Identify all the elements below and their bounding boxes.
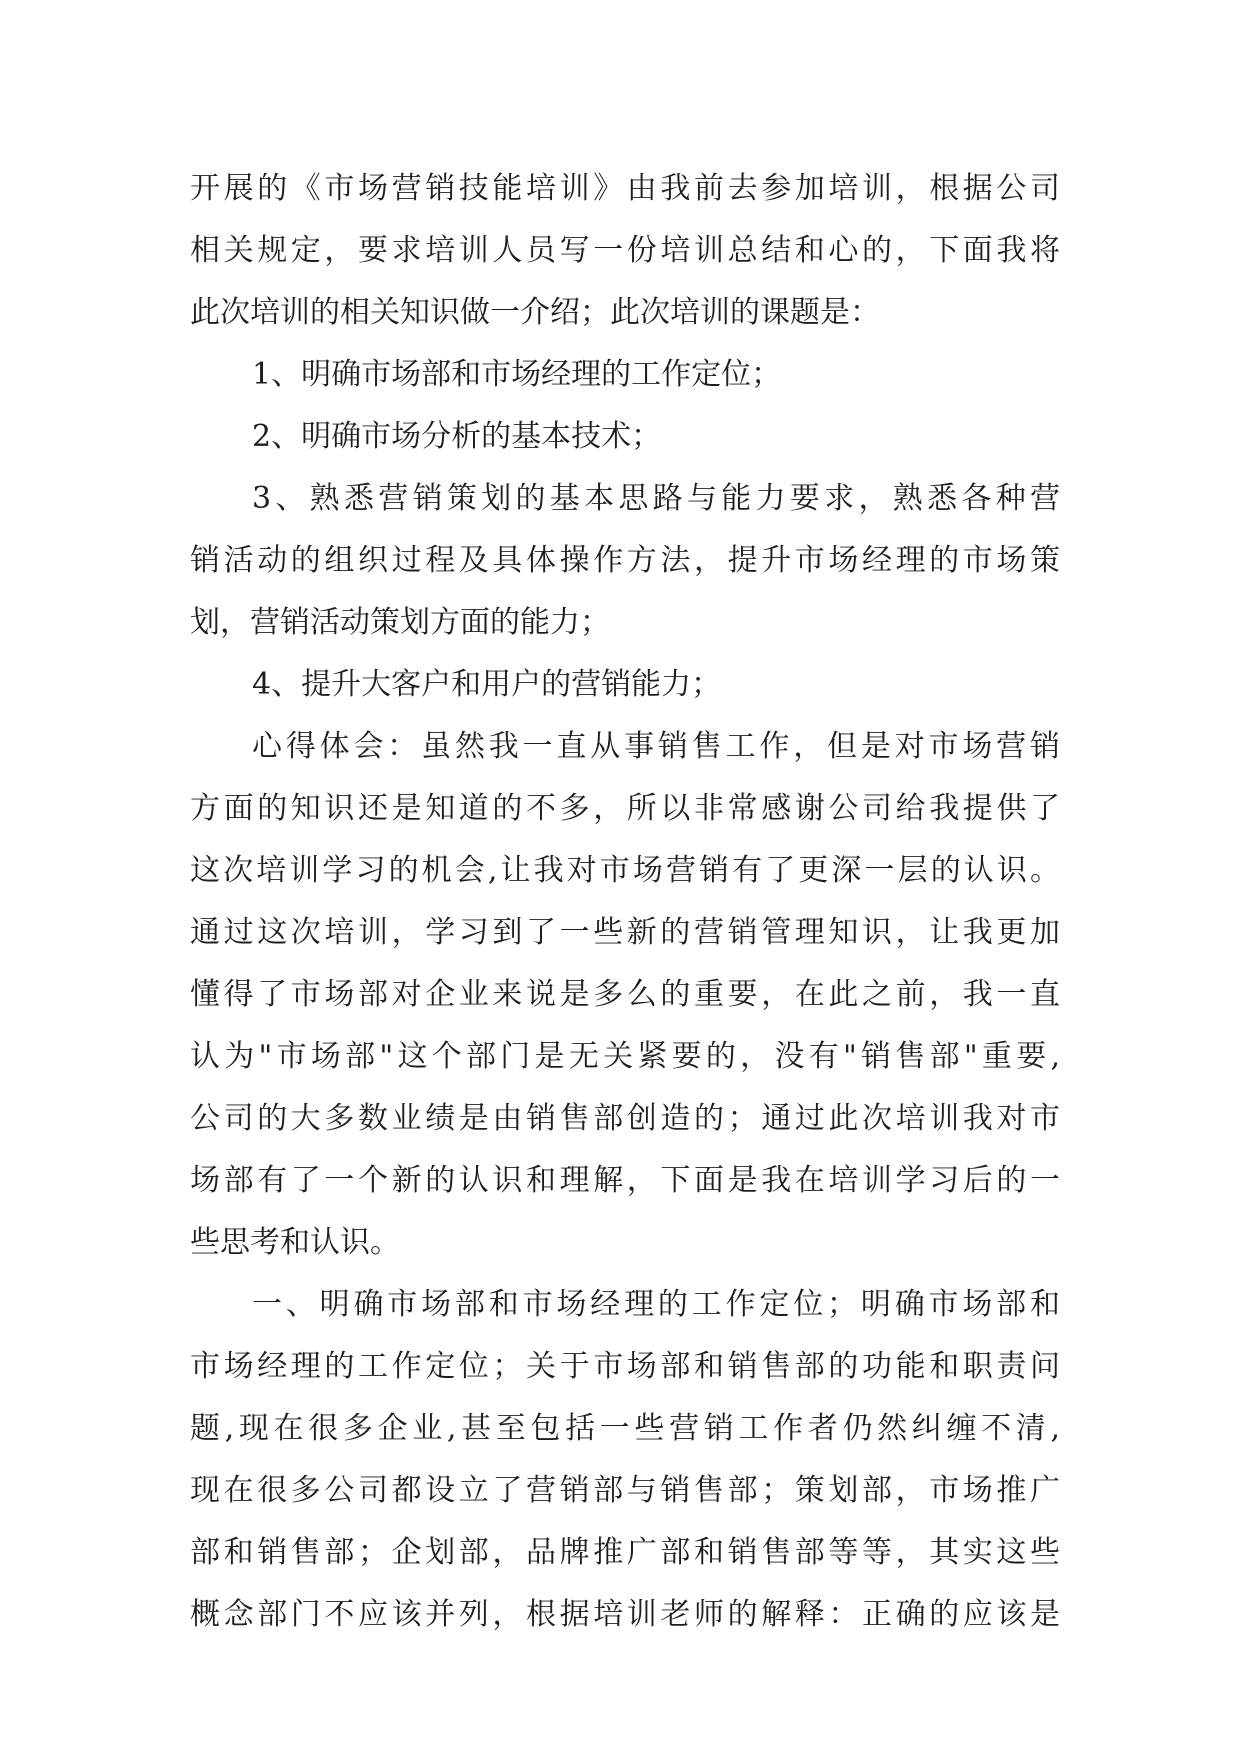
text-line: 相关规定，要求培训人员写一份培训总结和心的，下面我将 xyxy=(190,233,1060,268)
text-line: 场部有了一个新的认识和理解，下面是我在培训学习后的一 xyxy=(190,1163,1060,1198)
text-line: 销活动的组织过程及具体操作方法，提升市场经理的市场策 xyxy=(190,543,1060,578)
text-line: 些思考和认识。 xyxy=(190,1225,400,1260)
text-line: 这次培训学习的机会,让我对市场营销有了更深一层的认识。 xyxy=(190,853,1060,888)
text-line: 部和销售部；企划部，品牌推广部和销售部等等，其实这些 xyxy=(190,1535,1060,1570)
text-line: 题,现在很多企业,甚至包括一些营销工作者仍然纠缠不清, xyxy=(190,1411,1060,1446)
text-line: 认为"市场部"这个部门是无关紧要的，没有"销售部"重要, xyxy=(190,1039,1060,1074)
text-line: 4、提升大客户和用户的营销能力； xyxy=(252,667,722,702)
text-line: 划，营销活动策划方面的能力； xyxy=(190,605,610,640)
text-line: 此次培训的相关知识做一介绍；此次培训的课题是： xyxy=(190,295,880,330)
text-line: 现在很多公司都设立了营销部与销售部；策划部，市场推广 xyxy=(190,1473,1060,1508)
text-line: 概念部门不应该并列，根据培训老师的解释：正确的应该是 xyxy=(190,1597,1060,1632)
text-line: 通过这次培训，学习到了一些新的营销管理知识，让我更加 xyxy=(190,915,1060,950)
document-body xyxy=(190,158,1060,1646)
text-line: 开展的《市场营销技能培训》由我前去参加培训，根据公司 xyxy=(190,171,1060,206)
text-line: 1、明确市场部和市场经理的工作定位； xyxy=(252,357,782,392)
text-line: 心得体会：虽然我一直从事销售工作，但是对市场营销 xyxy=(252,729,1060,764)
text-line: 公司的大多数业绩是由销售部创造的；通过此次培训我对市 xyxy=(190,1101,1060,1136)
text-line: 一、明确市场部和市场经理的工作定位；明确市场部和 xyxy=(252,1287,1060,1322)
text-line: 懂得了市场部对企业来说是多么的重要，在此之前，我一直 xyxy=(190,977,1060,1012)
text-line: 方面的知识还是知道的不多，所以非常感谢公司给我提供了 xyxy=(190,791,1060,826)
text-line: 市场经理的工作定位；关于市场部和销售部的功能和职责问 xyxy=(190,1349,1060,1384)
text-line: 2、明确市场分析的基本技术； xyxy=(252,419,662,454)
text-line: 3、熟悉营销策划的基本思路与能力要求，熟悉各种营 xyxy=(252,481,1060,516)
